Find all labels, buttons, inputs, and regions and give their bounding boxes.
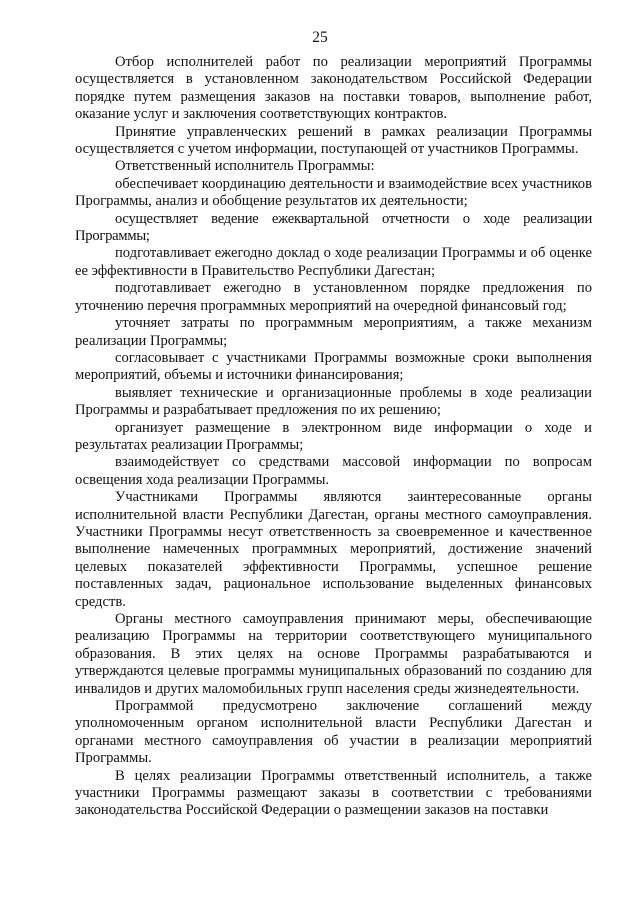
paragraph-annual-report: подготавливает ежегодно доклад о ходе реализации Программы и об оценке ее эффективности в Правительство Республики Дагестан; [75, 245, 592, 279]
paragraph-quarterly-reporting: осуществляет ведение ежеквартальной отчетности о ходе реализации Программы; [75, 210, 592, 245]
paragraph-cost-refinement: уточняет затраты по программным мероприятиям, а также механизм реализации Программы; [75, 315, 592, 349]
body-text [75, 54, 592, 820]
paragraph-responsible-executor-heading: Ответственный исполнитель Программы: [115, 158, 375, 175]
paragraph-agreements: Программой предусмотрено заключение соглашений между уполномоченным органом исполнительной власти Республики Дагестан и органами местного самоуправления об участии в реализации мероприятий Программы. [75, 698, 592, 767]
paragraph-local-government: Органы местного самоуправления принимают меры, обеспечивающие реализацию Программы на территории соответствующего муниципального образования. В этих целях на основе Программы разрабатываются и утверждаются целевые программы муниципальных образований по созданию для инвалидов и других маломобильных групп населения среды жизнедеятельности. [75, 611, 592, 697]
paragraph-contractor-selection: Отбор исполнителей работ по реализации мероприятий Программы осуществляется в установленном законодательством Российской Федерации порядке путем размещения заказов на поставки товаров, выполнение работ, оказание услуг и заключения соответствующих контрактов. [75, 54, 592, 123]
paragraph-management-decisions: Принятие управленческих решений в рамках реализации Программы осуществляется с учетом информации, поступающей от участников Программы. [75, 123, 592, 158]
paragraph-electronic-publication: организует размещение в электронном виде информации о ходе и результатах реализации Программы; [75, 419, 592, 453]
paragraph-coordination: обеспечивает координацию деятельности и взаимодействие всех участников Программы, анализ и обобщение результатов их деятельности; [75, 175, 592, 210]
page-number: 25 [312, 29, 328, 46]
paragraph-coordination-of-deadlines: согласовывает с участниками Программы возможные сроки выполнения мероприятий, объемы и источники финансирования; [75, 349, 592, 384]
paragraph-media-interaction: взаимодействует со средствами массовой информации по вопросам освещения хода реализации Программы. [75, 454, 592, 488]
paragraph-participants: Участниками Программы являются заинтересованные органы исполнительной власти Республики Дагестан, органы местного самоуправления. Участники Программы несут ответственность за своевременное и качественное выполнение намеченных программных мероприятий, достижение значений целевых показателей эффективности Программы, успешное решение поставленных задач, рациональное использование выделенных финансовых средств. [75, 489, 592, 610]
paragraph-annual-proposals: подготавливает ежегодно в установленном порядке предложения по уточнению перечня программных мероприятий на очередной финансовый год; [75, 280, 592, 314]
paragraph-problem-identification: выявляет технические и организационные проблемы в ходе реализации Программы и разрабатывает предложения по их решению; [75, 384, 592, 419]
paragraph-procurement: В целях реализации Программы ответственный исполнитель, а также участники Программы размещают заказы в соответствии с требованиями законодательства Российской Федерации о размещении заказов на поставки [75, 767, 592, 819]
